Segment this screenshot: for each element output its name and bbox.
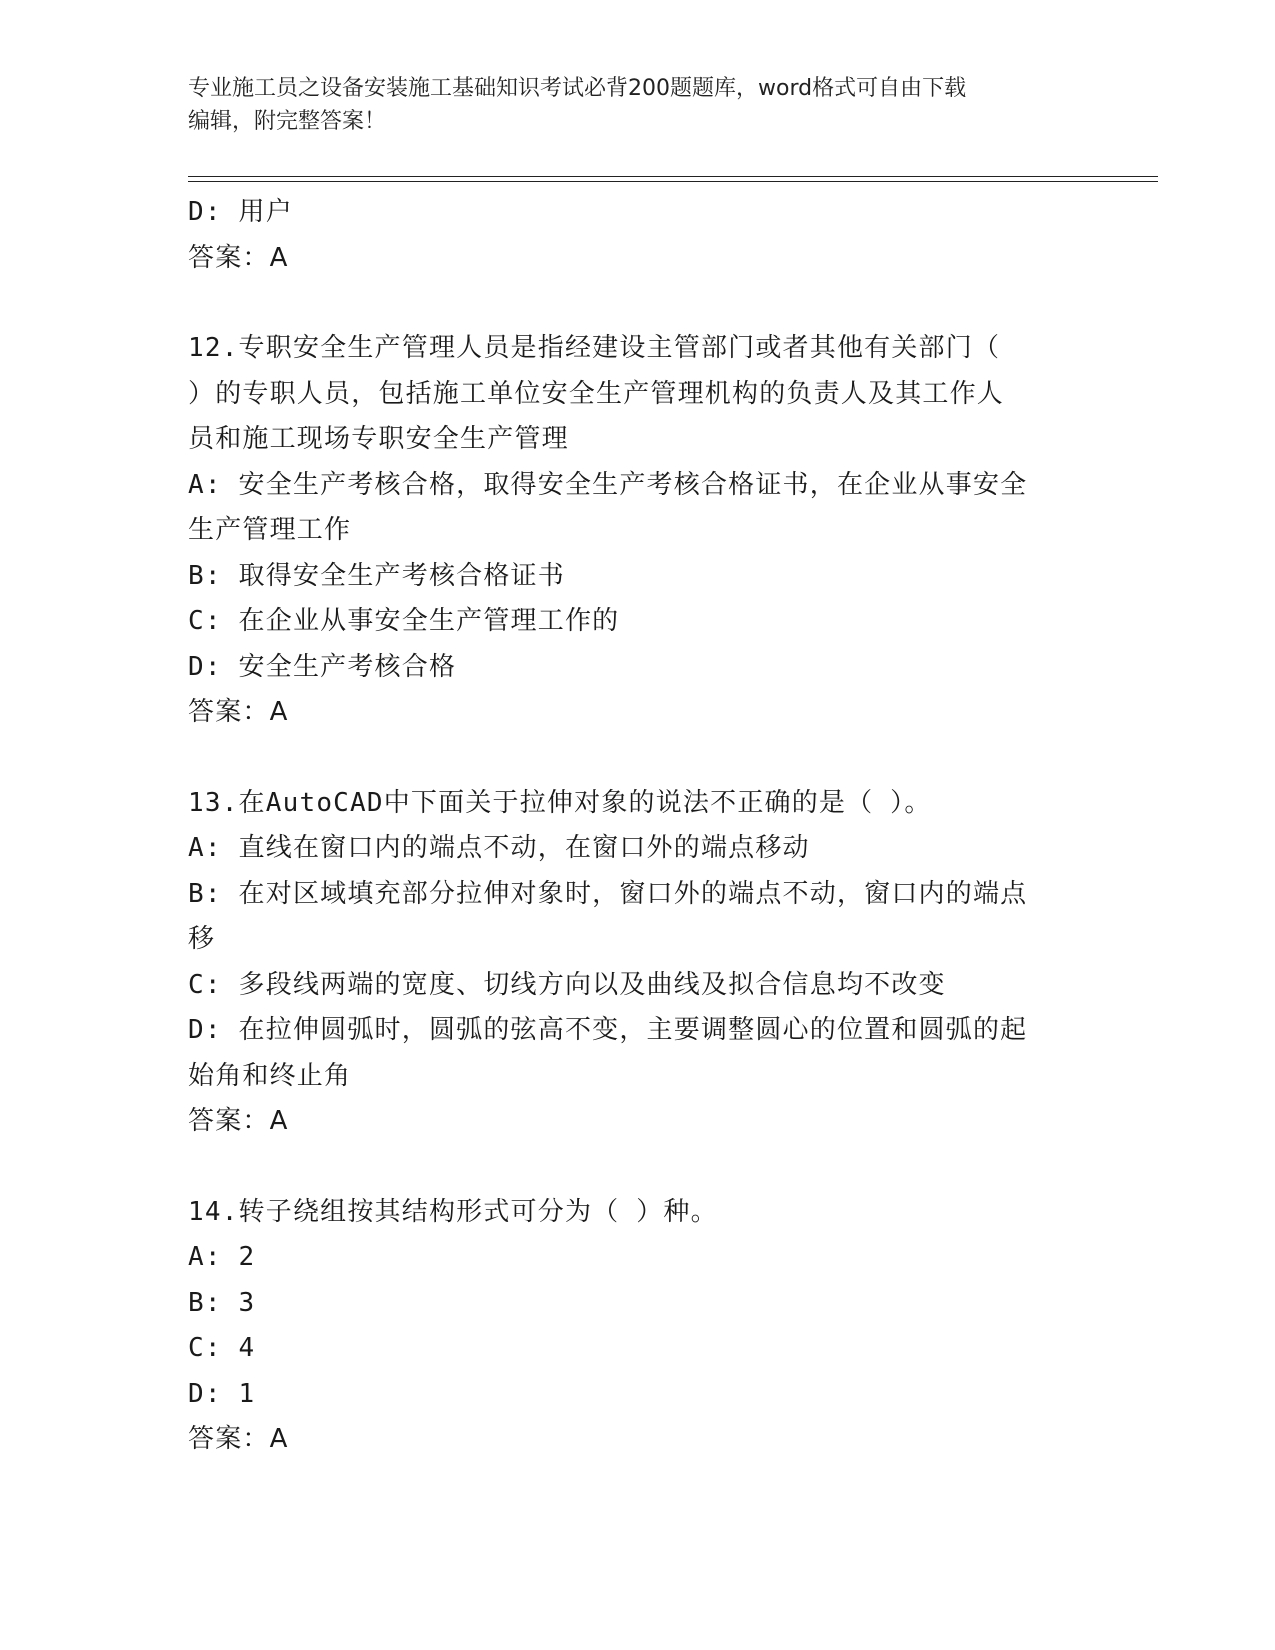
question-13 [188,781,1088,1145]
option-a: A: 安全生产考核合格，取得安全生产考核合格证书，在企业从事安全 [188,469,1028,500]
option-c: C: 在企业从事安全生产管理工作的 [188,606,620,636]
document-header [188,72,1088,138]
option-c: C: 多段线两端的宽度、切线方向以及曲线及拟合信息均不改变 [188,969,946,1000]
option-b-continued: 移 [188,924,216,954]
option-c: C: 4 [188,1333,256,1363]
document-body [188,190,1088,1463]
header-divider-bottom [188,181,1158,182]
spacer [188,281,1088,326]
question-stem-line: 员和施工现场专职安全生产管理 [188,424,569,454]
question-stem-line: ）的专职人员，包括施工单位安全生产管理机构的负责人及其工作人 [188,378,1005,409]
header-divider-top [188,176,1158,177]
question-14 [188,1190,1088,1463]
option-d: D: 安全生产考核合格 [188,651,457,682]
option-d-continued: 始角和终止角 [188,1060,352,1091]
option-b: B: 在对区域填充部分拉伸对象时，窗口外的端点不动，窗口内的端点 [188,878,1028,909]
answer: 答案：A [188,1106,289,1136]
header-title-line-2: 编辑，附完整答案！ [188,109,387,134]
question-12 [188,326,1088,736]
option-a-continued: 生产管理工作 [188,515,352,545]
option-a: A: 直线在窗口内的端点不动，在窗口外的端点移动 [188,833,810,863]
answer: 答案：A [188,697,289,727]
answer: 答案：A [188,1424,289,1454]
question-stem-line: 13.在AutoCAD中下面关于拉伸对象的说法不正确的是（ ）。 [188,787,932,818]
option-d: D: 1 [188,1378,256,1409]
option-b: B: 3 [188,1287,256,1318]
spacer [188,1145,1088,1190]
prev-answer: 答案：A [188,242,289,273]
option-a: A: 2 [188,1242,256,1272]
option-b: B: 取得安全生产考核合格证书 [188,560,565,591]
prev-option-d: D: 用户 [188,197,293,227]
option-d: D: 在拉伸圆弧时，圆弧的弦高不变，主要调整圆心的位置和圆弧的起 [188,1015,1028,1045]
question-stem-line: 12.专职安全生产管理人员是指经建设主管部门或者其他有关部门（ [188,333,1001,363]
spacer [188,736,1088,781]
header-title-line-1: 专业施工员之设备安装施工基础知识考试必背200题题库，word格式可自由下载 [188,76,967,101]
question-stem-line: 14.转子绕组按其结构形式可分为（ ）种。 [188,1196,718,1227]
